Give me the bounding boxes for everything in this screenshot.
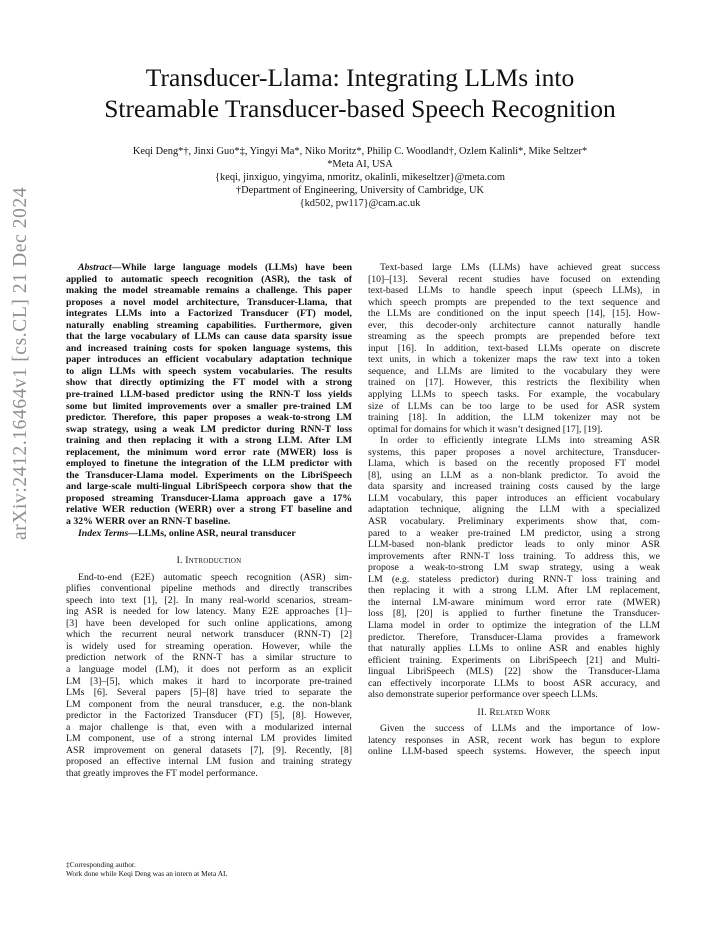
text-line: which speech prompts are prepended to the text sequence and xyxy=(368,296,660,308)
text-line: In order to efficiently integrate LLMs into streaming ASR xyxy=(380,435,660,447)
text-line: LLM vocabulary, this paper introduces an efficient vocabulary xyxy=(368,492,660,504)
text-line: latency responses in ASR, recent work has begun to explore xyxy=(368,734,660,746)
author-names: Keqi Deng*†, Jinxi Guo*‡, Yingyi Ma*, Niko Moritz*, Philip C. Woodland†, Ozlem Kalinli*, Mike Seltzer* xyxy=(132,146,588,157)
text-line: data sparsity and increased training costs caused by the large xyxy=(368,481,660,493)
text-line: plifies conventional pipeline methods and directly transcribes xyxy=(66,583,352,595)
text-line: ASR improvement on general datasets [7], [9]. Recently, [8] xyxy=(66,744,352,756)
text-line: and increased training costs for spoken language systems, this xyxy=(66,342,352,354)
text-line: ever, this decoder-only architecture cannot naturally handle xyxy=(368,319,660,331)
footnote-corresponding: ‡Corresponding author. xyxy=(66,860,136,869)
introduction-paragraph xyxy=(66,572,352,780)
text-line: applied to automatic speech recognition (ASR), the task of xyxy=(66,273,352,285)
text-line: making the model streamable remains a challenge. This paper xyxy=(66,285,352,297)
text-line: LM component from the neural transducer, e.g. the non-blank xyxy=(66,698,352,710)
text-line: Abstract—While large language models (LLMs) have been xyxy=(78,262,352,273)
author-block xyxy=(40,145,680,210)
text-line: [3] have been developed for such online applications, among xyxy=(66,617,352,629)
text-line: paper introduces an efficient vocabulary adaptation technique xyxy=(66,354,352,366)
paragraph-related-work xyxy=(368,723,660,758)
text-line: the LLMs are conditioned on the input speech [14], [15]. How- xyxy=(368,308,660,320)
text-line: [8], using an LLM as a non-blank predictor. To avoid the xyxy=(368,469,660,481)
text-line: the Transducer-Llama model. Experiments on the LibriSpeech xyxy=(66,469,352,481)
text-line: a 32% WERR over an RNN-T baseline. xyxy=(66,516,231,528)
text-line: ASR vocabulary. Preliminary experiments show that, com- xyxy=(368,516,660,528)
section-heading-related-work: II. Related Work xyxy=(477,706,551,718)
text-line: speech into text [1], [2]. In many real-world scenarios, stream- xyxy=(66,594,352,606)
abstract-label: Abstract— xyxy=(78,262,122,273)
paragraph-llms xyxy=(368,262,660,435)
paragraph-proposal xyxy=(368,435,660,701)
text-line: LM component, use of a strong internal LM provides limited xyxy=(66,733,352,745)
title-line-1: Transducer-Llama: Integrating LLMs into xyxy=(145,63,575,92)
text-line: improvements after RNN-T loss training. To address this, we xyxy=(368,550,660,562)
text-line: predictor in the Factorized Transducer (FT) [5], [8]. However, xyxy=(66,710,352,722)
text-line: proposes a novel model architecture, Transducer-Llama, that xyxy=(66,296,352,308)
title-line-2: Streamable Transducer-based Speech Recognition xyxy=(104,94,616,123)
text-line: adaptation technique, aligning the LLM with a specialized xyxy=(368,504,660,516)
text-line: [10]–[13]. Several recent studies have focused on extending xyxy=(368,273,660,285)
affiliation-cambridge: †Department of Engineering, University of Cambridge, UK xyxy=(235,185,485,196)
text-line: relative WER reduction (WERR) over a strong FT baseline and xyxy=(66,504,352,516)
text-line: some but limited improvements over a smaller pre-trained LM xyxy=(66,400,352,412)
index-terms-label: Index Terms— xyxy=(78,527,139,539)
text-line: predictor. Therefore, this paper proposes a weak-to-strong LM xyxy=(66,412,352,424)
text-line: replacement, the minimum word error rate (MWER) loss is xyxy=(66,446,352,458)
text-line: a major challenge is that, even with a modularized internal xyxy=(66,721,352,733)
text-line: text-based LLMs to handle speech input (speech LLMs), in xyxy=(368,285,660,297)
text-line: is widely used for streaming operation. However, while the xyxy=(66,640,352,652)
text-line: streaming as the speech prompts are prepended before text xyxy=(368,331,660,343)
left-column xyxy=(66,262,352,779)
text-line: swap strategy, using a weak LM predictor during RNN-T loss xyxy=(66,423,352,435)
text-line: predictor. Therefore, Transducer-Llama provides a framework xyxy=(368,631,660,643)
text-line: that naturally applies LLMs to online ASR and enables highly xyxy=(368,643,660,655)
text-line: Llama, which is based on the recently proposed FT model xyxy=(368,458,660,470)
text-line: show that directly optimizing the FT model with a strong xyxy=(66,377,352,389)
text-line: LLM-based non-blank predictor leads to only minor ASR xyxy=(368,539,660,551)
arxiv-identifier-sidebar: arXiv:2412.16464v1 [cs.CL] 21 Dec 2024 xyxy=(10,186,31,540)
text-line: applying LLMs to speech tasks. For example, the vocabulary xyxy=(368,389,660,401)
text-line: training [18]. In addition, the LLM tokenizer may not be xyxy=(368,412,660,424)
text-line: trained on [17]. However, this restricts the flexibility when xyxy=(368,377,660,389)
text-line: size of LLMs can be too large to be used for ASR system xyxy=(368,400,660,412)
text-line: prediction network of the RNN-T has a similar structure to xyxy=(66,652,352,664)
footnote-intern: Work done while Keqi Deng was an intern at Meta AI. xyxy=(66,869,228,879)
text-line: Given the success of LLMs and the importance of low- xyxy=(380,723,660,735)
text-line: a language model (LM), it does not perform as an explicit xyxy=(66,664,352,675)
index-terms-text: LLMs, online ASR, neural transducer xyxy=(138,527,296,539)
email-cambridge: {kd502, pw117}@cam.ac.uk xyxy=(299,198,421,209)
text-line: pre-trained LLM-based predictor using the RNN-T loss yields xyxy=(66,389,352,401)
index-terms xyxy=(66,528,352,540)
text-line: that greatly improves the FT model performance. xyxy=(66,767,258,779)
footnotes xyxy=(66,860,366,878)
text-line: which the recurrent neural network transducer (RNN-T) [2] xyxy=(66,629,352,641)
text-line: input [16]. In addition, text-based LLMs operate on discrete xyxy=(368,342,660,354)
text-line: Llama model in order to optimize the integration of the LLM xyxy=(368,619,660,631)
text-line: integrates LLMs into a Factorized Transducer (FT) model, xyxy=(66,308,352,320)
text-line: efficient training. Experiments on LibriSpeech [21] and Multi- xyxy=(368,654,660,666)
text-line: systems, this paper proposes a novel architecture, Transducer- xyxy=(368,446,660,458)
paper-title xyxy=(40,62,680,124)
text-line: to align LLMs with speech system vocabularies. The results xyxy=(66,365,352,377)
text-line: training and then replacing it with a strong LLM. After LM xyxy=(66,435,352,447)
text-line: lingual LibriSpeech (MLS) [22] show the Transducer-Llama xyxy=(368,666,660,678)
abstract-body xyxy=(66,262,352,528)
text-line: employed to finetune the integration of the LLM predictor with xyxy=(66,458,352,470)
text-line: LMs [6]. Several papers [5]–[8] have tried to separate the xyxy=(66,687,352,699)
text-line: also demonstrate superior performance over speech LLMs. xyxy=(368,689,598,701)
section-heading-introduction: I. Introduction xyxy=(176,555,242,567)
text-line: the internal LM-aware minimum word error rate (MWER) xyxy=(368,596,660,608)
text-line: proposed an effective internal LM fusion and training strategy xyxy=(66,756,352,768)
text-line: naturally enabling streaming capabilities. Furthermore, given xyxy=(66,319,352,331)
email-meta: {keqi, jinxiguo, yingyima, nmoritz, okalinli, mikeseltzer}@meta.com xyxy=(215,172,505,183)
text-line: Text-based large LMs (LLMs) have achieved great success xyxy=(380,262,660,273)
text-line: loss [8], [20] is applied to further finetune the Transducer- xyxy=(368,608,660,620)
text-line: optimal for domains for which it wasn’t designed [17], [19]. xyxy=(368,423,603,435)
text-line: pared to a weaker pre-trained LM predictor, using a strong xyxy=(368,527,660,539)
text-line: text units, in which a tokenizer maps the raw text into a token xyxy=(368,354,660,366)
text-line: and large-scale multi-lingual LibriSpeech corpora show that the xyxy=(66,481,352,493)
text-line: then replacing it with a strong LLM. After LM replacement, xyxy=(368,585,660,597)
text-line: LM (e.g. stateless predictor) during RNN-T loss training and xyxy=(368,573,660,585)
right-column xyxy=(368,262,660,758)
text-line: ing ASR is needed for low latency. Many E2E approaches [1]– xyxy=(66,606,352,618)
text-line: sequence, and LLMs are limited to the vocabulary they were xyxy=(368,365,660,377)
text-line: online LLM-based speech systems. However, the speech input xyxy=(368,746,660,758)
abstract xyxy=(66,262,352,539)
text-line: that the large vocabulary of LLMs can cause data sparsity issue xyxy=(66,331,352,343)
text-line: LM [3]–[5], which makes it hard to incorporate pre-trained xyxy=(66,675,352,687)
text-line: can effectively incorporate LLMs to boost ASR accuracy, and xyxy=(368,677,660,689)
affiliation-meta: *Meta AI, USA xyxy=(327,159,393,170)
text-line: proposed streaming Transducer-Llama approach gave a 17% xyxy=(66,492,352,504)
text-line: End-to-end (E2E) automatic speech recognition (ASR) sim- xyxy=(78,571,352,583)
text-line: propose a weak-to-strong LM swap strategy, using a weak xyxy=(368,562,660,574)
